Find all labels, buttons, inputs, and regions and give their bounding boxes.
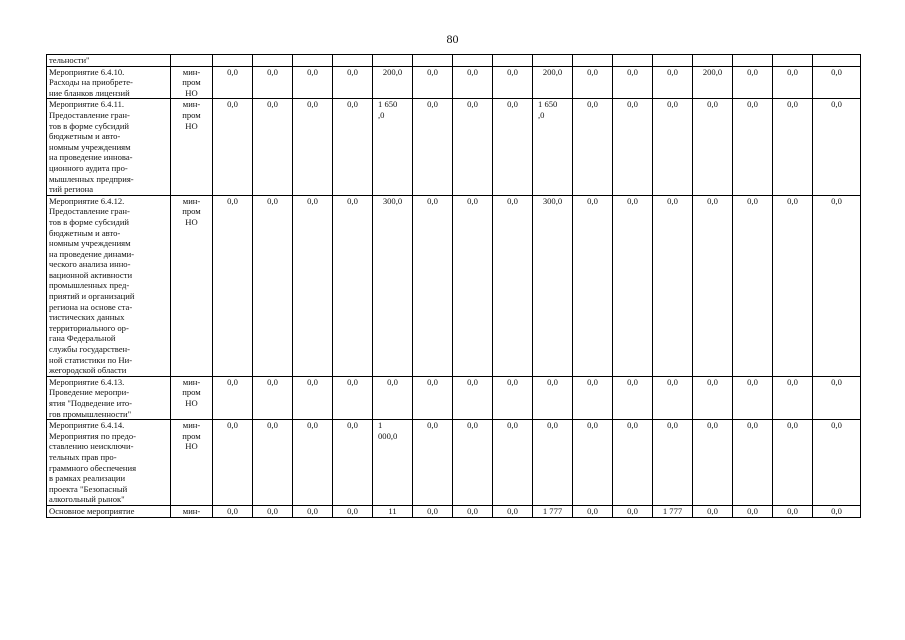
value-cell: 0,0	[253, 505, 293, 517]
value-cell	[213, 55, 253, 67]
table-row	[47, 66, 861, 99]
value-cell: 0,0	[413, 99, 453, 195]
value-cell: 0,0	[693, 99, 733, 195]
value-cell: 0,0	[733, 376, 773, 419]
value-cell: 0,0	[213, 505, 253, 517]
value-cell	[293, 55, 333, 67]
value-cell: 0,0	[533, 420, 573, 506]
value-cell: 0,0	[813, 195, 861, 376]
value-cell: 0,0	[533, 376, 573, 419]
table-row	[47, 195, 861, 376]
value-cell: 1 650 ,0	[373, 99, 413, 195]
value-cell	[413, 55, 453, 67]
value-cell: 0,0	[773, 376, 813, 419]
value-cell: 0,0	[773, 420, 813, 506]
value-cell: 0,0	[573, 66, 613, 99]
value-cell: 0,0	[333, 195, 373, 376]
value-cell: 0,0	[293, 376, 333, 419]
value-cell: 0,0	[813, 99, 861, 195]
activity-name-cell: Мероприятие 6.4.11. Предоставление гран- тов в форме субсидий бюджетным и авто- номным учреждениям на проведение иннова- ционного аудита про- мышленных предприя- тий региона	[47, 99, 171, 195]
value-cell: 0,0	[253, 66, 293, 99]
value-cell: 0,0	[333, 420, 373, 506]
value-cell: 0,0	[493, 66, 533, 99]
value-cell: 0,0	[653, 376, 693, 419]
value-cell: 0,0	[773, 505, 813, 517]
executor-cell: мин- пром НО	[171, 376, 213, 419]
value-cell: 0,0	[453, 505, 493, 517]
value-cell: 0,0	[413, 195, 453, 376]
value-cell: 0,0	[773, 66, 813, 99]
value-cell: 0,0	[413, 376, 453, 419]
value-cell: 0,0	[693, 505, 733, 517]
value-cell	[533, 55, 573, 67]
value-cell: 0,0	[733, 66, 773, 99]
value-cell: 0,0	[733, 420, 773, 506]
value-cell: 0,0	[453, 420, 493, 506]
value-cell	[573, 55, 613, 67]
value-cell: 0,0	[293, 195, 333, 376]
value-cell: 300,0	[373, 195, 413, 376]
value-cell: 0,0	[613, 99, 653, 195]
value-cell	[493, 55, 533, 67]
value-cell: 0,0	[733, 505, 773, 517]
value-cell: 0,0	[213, 66, 253, 99]
value-cell: 0,0	[493, 195, 533, 376]
value-cell: 0,0	[573, 99, 613, 195]
value-cell: 0,0	[813, 66, 861, 99]
value-cell: 0,0	[693, 420, 733, 506]
activity-name-cell: Основное мероприятие	[47, 505, 171, 517]
value-cell: 0,0	[413, 66, 453, 99]
value-cell: 300,0	[533, 195, 573, 376]
value-cell: 1 650 ,0	[533, 99, 573, 195]
value-cell: 0,0	[213, 376, 253, 419]
value-cell: 0,0	[333, 505, 373, 517]
value-cell: 0,0	[613, 376, 653, 419]
value-cell: 1 777	[533, 505, 573, 517]
value-cell: 200,0	[533, 66, 573, 99]
value-cell: 0,0	[493, 376, 533, 419]
value-cell	[653, 55, 693, 67]
value-cell	[333, 55, 373, 67]
value-cell: 0,0	[253, 99, 293, 195]
value-cell: 0,0	[813, 376, 861, 419]
value-cell	[373, 55, 413, 67]
page-number: 80	[446, 32, 459, 46]
value-cell: 0,0	[653, 66, 693, 99]
value-cell: 0,0	[413, 505, 453, 517]
value-cell	[613, 55, 653, 67]
value-cell: 0,0	[653, 420, 693, 506]
value-cell: 0,0	[373, 376, 413, 419]
table-body	[47, 55, 861, 518]
value-cell: 200,0	[373, 66, 413, 99]
value-cell: 0,0	[293, 420, 333, 506]
value-cell: 0,0	[333, 376, 373, 419]
value-cell: 0,0	[493, 420, 533, 506]
executor-cell	[171, 55, 213, 67]
value-cell: 0,0	[613, 66, 653, 99]
activity-name-cell: Мероприятие 6.4.10. Расходы на приобрете- ние бланков лицензий	[47, 66, 171, 99]
table-row	[47, 55, 861, 67]
value-cell: 0,0	[253, 376, 293, 419]
activity-name-cell: Мероприятие 6.4.14. Мероприятия по предо- ставлению неисключи- тельных прав про- граммного обеспечения в рамках реализации проекта "Безопасный алкогольный рынок"	[47, 420, 171, 506]
value-cell: 0,0	[813, 420, 861, 506]
value-cell: 1 000,0	[373, 420, 413, 506]
value-cell	[253, 55, 293, 67]
value-cell	[693, 55, 733, 67]
value-cell: 0,0	[813, 505, 861, 517]
value-cell: 0,0	[453, 376, 493, 419]
value-cell: 200,0	[693, 66, 733, 99]
value-cell: 0,0	[613, 420, 653, 506]
activity-name-cell: Мероприятие 6.4.12. Предоставление гран- тов в форме субсидий бюджетным и авто- номным учреждениям на проведение динами- ческого анализа инно- вационной активности промышленных пред- приятий и организаций региона на основе ста- тистических данных территориального ор- гана Федеральной службы государствен- ной статистики по Ни- жегородской области	[47, 195, 171, 376]
activity-name-cell: Мероприятие 6.4.13. Проведение меропри- ятия "Подведение ито- гов промышленности"	[47, 376, 171, 419]
value-cell: 0,0	[693, 376, 733, 419]
executor-cell: мин- пром НО	[171, 420, 213, 506]
value-cell: 0,0	[493, 99, 533, 195]
value-cell: 0,0	[213, 195, 253, 376]
value-cell: 0,0	[653, 99, 693, 195]
executor-cell: мин-	[171, 505, 213, 517]
value-cell: 0,0	[653, 195, 693, 376]
value-cell: 0,0	[333, 99, 373, 195]
value-cell: 0,0	[693, 195, 733, 376]
value-cell	[813, 55, 861, 67]
table-row	[47, 505, 861, 517]
value-cell	[733, 55, 773, 67]
value-cell: 1 777	[653, 505, 693, 517]
table-row	[47, 99, 861, 195]
value-cell: 0,0	[733, 195, 773, 376]
value-cell: 0,0	[453, 99, 493, 195]
table-row	[47, 376, 861, 419]
value-cell: 11	[373, 505, 413, 517]
value-cell: 0,0	[213, 99, 253, 195]
value-cell: 0,0	[493, 505, 533, 517]
value-cell: 0,0	[413, 420, 453, 506]
value-cell: 0,0	[773, 99, 813, 195]
value-cell: 0,0	[253, 195, 293, 376]
value-cell: 0,0	[253, 420, 293, 506]
value-cell: 0,0	[293, 66, 333, 99]
value-cell: 0,0	[613, 195, 653, 376]
value-cell: 0,0	[573, 505, 613, 517]
executor-cell: мин- пром НО	[171, 195, 213, 376]
value-cell: 0,0	[453, 66, 493, 99]
value-cell: 0,0	[573, 420, 613, 506]
value-cell	[773, 55, 813, 67]
activity-name-cell: тельности"	[47, 55, 171, 67]
value-cell: 0,0	[293, 99, 333, 195]
value-cell: 0,0	[213, 420, 253, 506]
value-cell: 0,0	[453, 195, 493, 376]
value-cell: 0,0	[333, 66, 373, 99]
value-cell: 0,0	[573, 376, 613, 419]
value-cell: 0,0	[293, 505, 333, 517]
value-cell: 0,0	[733, 99, 773, 195]
value-cell: 0,0	[573, 195, 613, 376]
value-cell: 0,0	[773, 195, 813, 376]
executor-cell: мин- пром НО	[171, 99, 213, 195]
budget-table	[46, 54, 861, 518]
table-row	[47, 420, 861, 506]
value-cell: 0,0	[613, 505, 653, 517]
executor-cell: мин- пром НО	[171, 66, 213, 99]
value-cell	[453, 55, 493, 67]
